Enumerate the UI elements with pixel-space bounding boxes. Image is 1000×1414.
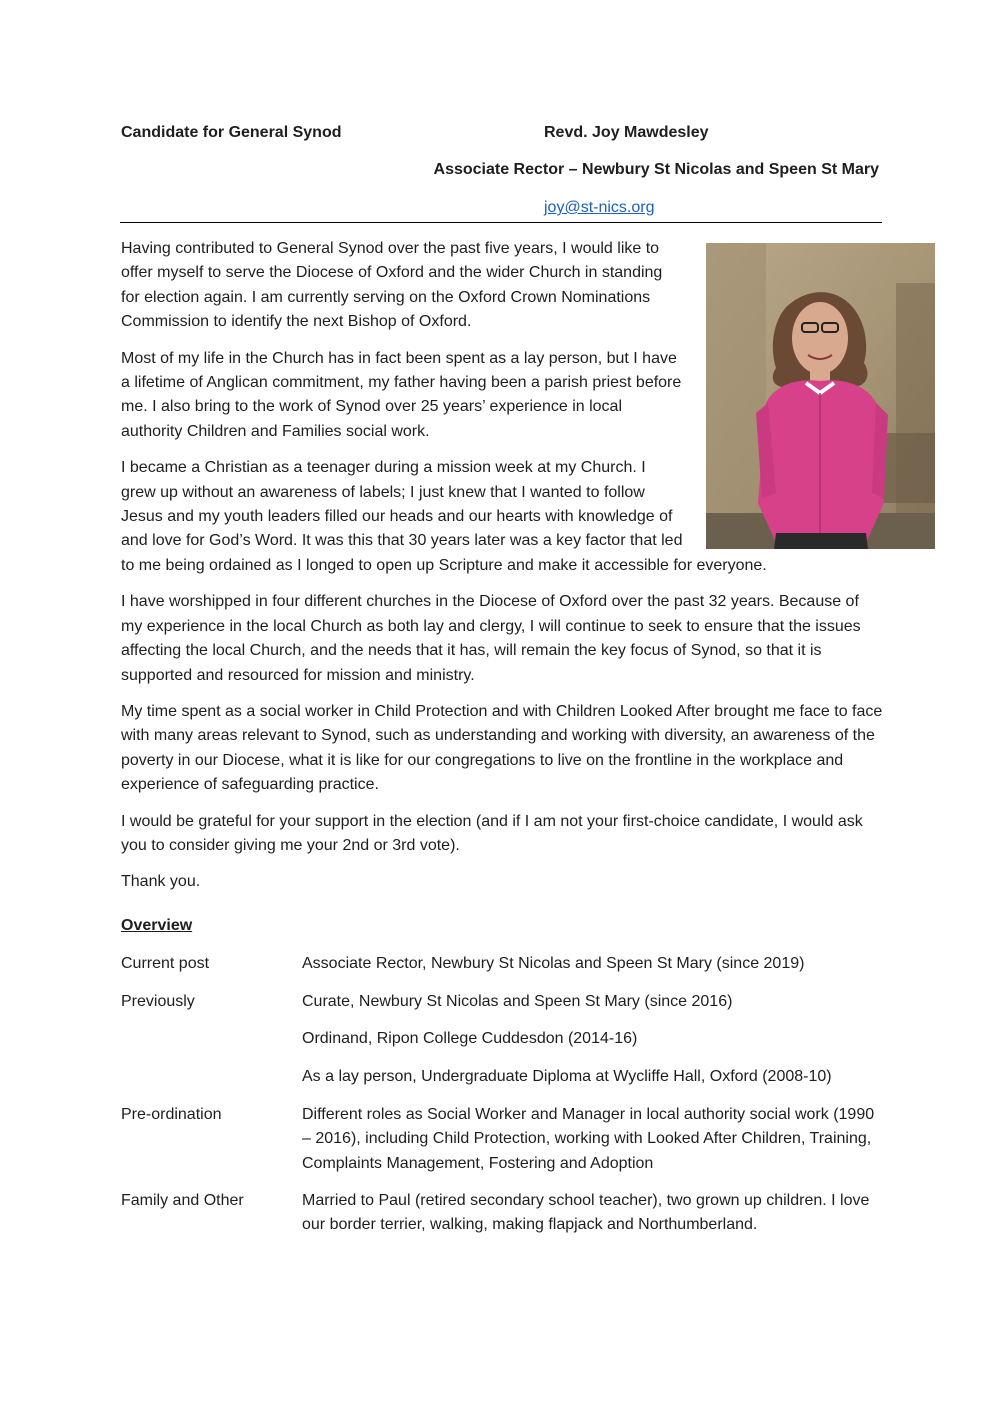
overview-label: Current post xyxy=(121,955,210,972)
paragraph: Having contributed to General Synod over the past five years, I would like to offer myself to serve the Diocese of Oxford and the wider Church in standing for election again. I am currently serving on the Oxford Crown Nominations Commission to identify the next Bishop of Oxford. xyxy=(121,240,663,331)
statement-body xyxy=(121,237,883,907)
paragraph: My time spent as a social worker in Child Protection and with Children Looked After brought me face to face with many areas relevant to Synod, such as understanding and working with diversity, an awareness of the poverty in our Diocese, what it is like for our congregations to live on the frontline in the workplace and experience of safeguarding practice. xyxy=(121,702,883,794)
paragraph: Most of my life in the Church has in fact been spent as a lay person, but I have a lifetime of Anglican commitment, my father having been a parish priest before me. I also bring to the work of Synod over 25 years’ experience in local authority Children and Families social work. xyxy=(121,349,682,440)
paragraph: I have worshipped in four different churches in the Diocese of Oxford over the past 32 years. Because of my experience in the local Church as both lay and clergy, I will continue to seek to ensure that the issues affecting the local Church, and the needs that it has, will remain the key focus of Synod, so that it is supported and resourced for mission and ministry. xyxy=(121,593,861,684)
email-link[interactable]: joy@st-nics.org xyxy=(544,199,655,216)
overview-value: Different roles as Social Worker and Manager in local authority social work (1990 – 2016), including Child Protection, working with Looked After Children, Training, Complaints Management, Fostering and Adoption xyxy=(302,1106,875,1172)
overview-value: Ordinand, Ripon College Cuddesdon (2014-16) xyxy=(302,1030,638,1047)
paragraph: I would be grateful for your support in the election (and if I am not your first-choice candidate, I would ask you to consider giving me your 2nd or 3rd vote). xyxy=(121,812,863,854)
candidate-name: Revd. Joy Mawdesley xyxy=(544,124,709,141)
candidate-heading: Candidate for General Synod xyxy=(121,124,342,141)
candidate-post: Associate Rector – Newbury St Nicolas and Speen St Mary xyxy=(433,161,879,178)
overview-heading: Overview xyxy=(121,917,193,934)
overview-label: Previously xyxy=(121,993,195,1010)
overview-value: Curate, Newbury St Nicolas and Speen St Mary (since 2016) xyxy=(302,993,733,1010)
paragraph: Thank you. xyxy=(121,873,201,891)
overview-label: Pre-ordination xyxy=(121,1106,222,1123)
overview-label: Family and Other xyxy=(121,1192,244,1209)
overview-value: Associate Rector, Newbury St Nicolas and Speen St Mary (since 2019) xyxy=(302,955,805,972)
overview-value: Married to Paul (retired secondary school teacher), two grown up children. I love our border terrier, walking, making flapjack and Northumberland. xyxy=(302,1192,870,1234)
overview-value: As a lay person, Undergraduate Diploma at Wycliffe Hall, Oxford (2008-10) xyxy=(302,1068,832,1085)
paragraph: I became a Christian as a teenager during a mission week at my Church. I grew up without an awareness of labels; I just knew that I wanted to follow Jesus and my youth leaders filled our heads and our hearts with knowledge of and love for God’s Word. It was this that 30 years later was a key factor that led to me being ordained as I longed to open up Scripture and make it accessible for everyone. xyxy=(121,459,767,574)
header-divider xyxy=(120,222,882,223)
